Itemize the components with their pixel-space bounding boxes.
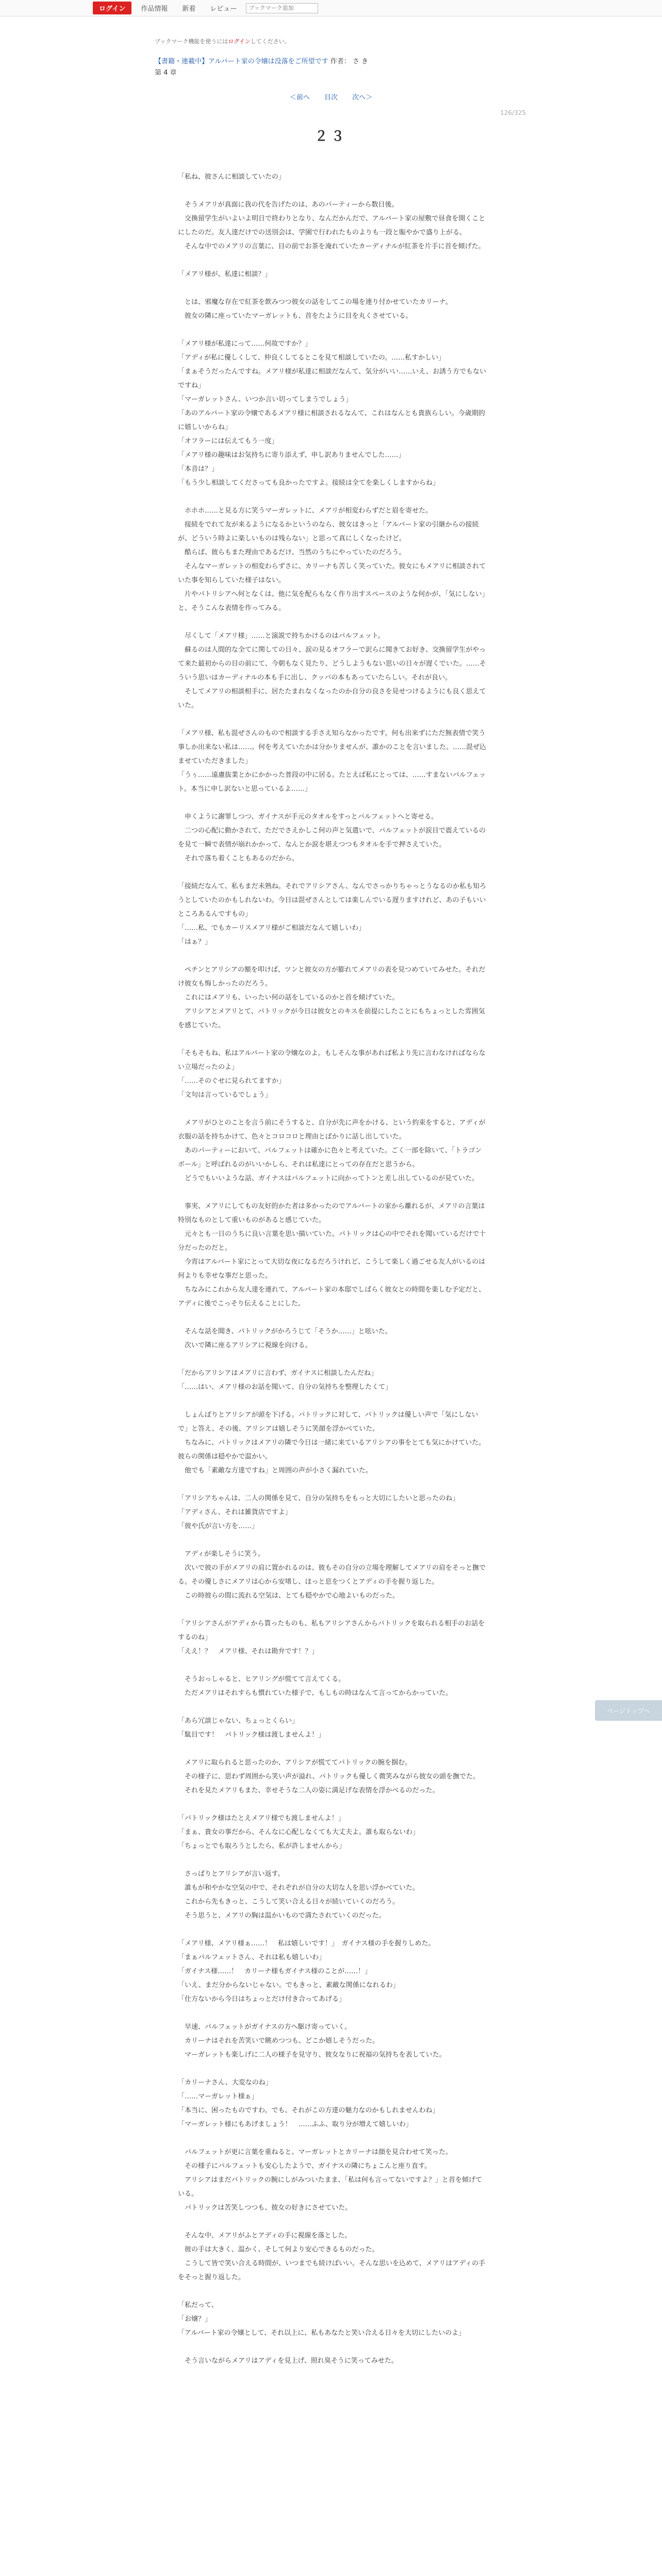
nav-item-new[interactable]: 新着 <box>182 5 196 13</box>
body-paragraph: 酷らば、彼らもまた理由であるだけ、当然のうちにやっていたのだろう。 <box>178 549 406 556</box>
body-paragraph: それを見たメアリもまた、幸せそうな二人の姿に満足げな表情を浮かべるのだった。 <box>178 1787 439 1794</box>
body-paragraph: 「彼や氏が言い方を……」 <box>178 1522 259 1530</box>
body-paragraph: 「まぁそうだったんですね。メアリ様が私達に相談だなんて、気分がいい……いえ、お誘う方でもないですね」 <box>178 368 487 389</box>
body-paragraph: 「アリシアちゃんは、二人の関係を見て、自分の気持ちをもっと大切にしたいと思ったのね」 <box>178 1495 459 1502</box>
body-paragraph: 「……そのぐせに見られてますか」 <box>178 1077 286 1085</box>
body-paragraph: ただメアリはそれすらも慣れていた様子で、もしもの時はなんて言ってからかっていた。 <box>178 1689 453 1697</box>
page-top-tab[interactable]: ページトップへ <box>595 1700 662 1721</box>
body-paragraph: 「文句は言っているでしょう」 <box>178 1091 272 1099</box>
body-paragraph <box>178 323 487 337</box>
body-paragraph <box>178 1923 487 1937</box>
body-paragraph <box>178 949 487 963</box>
body-paragraph: 「メアリ様が私達にって……何故ですか？」 <box>178 340 312 348</box>
body-paragraph: 「まぁ、貴女の事だから、そんなに心配しなくても大丈夫よ。誰も取らないわ」 <box>178 1828 420 1836</box>
chapter-body <box>178 170 487 2368</box>
body-paragraph <box>178 1533 487 1547</box>
body-paragraph: 「……はい、メアリ様のお話を聞いて、自分の気持ちを整理したくて」 <box>178 1383 392 1391</box>
body-paragraph: 「……私、でもカーリスメアリ様がご相談だなんて嬉しいわ」 <box>178 924 366 932</box>
body-paragraph: 「メアリ様、メアリ様ぁ……！ 私は嬉しいです！」 ガイナス様の手を握りしめた。 <box>178 1940 435 1947</box>
body-paragraph: そうおっしゃると、ヒアリングが慌てて言えてくる。 <box>178 1675 345 1683</box>
body-paragraph: 事実、メアリにしてもの友好的かた者は多かったのでアルバートの家から離れるが、メアリの言葉は特別なものとして重いものがあると感じていた。 <box>178 1202 485 1224</box>
notice-prefix: ブックマーク機能を使うには <box>155 38 228 45</box>
body-paragraph: そうメアリが真面に我の代を告げたのは、あのパーティーから数日後。 <box>178 201 399 209</box>
body-paragraph: 「アルバート家の令嬢として、それ以上に、私もあなたと笑い合える日々を大切にしたいのよ」 <box>178 2329 466 2337</box>
body-paragraph: 「マーガレットさん、いつか言い切ってしまうでしょう」 <box>178 396 353 403</box>
body-paragraph <box>178 866 487 879</box>
body-paragraph: 「あら冗談じゃない、ちょっとくらい」 <box>178 1717 299 1725</box>
body-paragraph: 今宵はアルバート家にとって大切な夜になるだろうけれど、こうして楽しく過ごせる友人がいるのは何よりも幸せな事だと思った。 <box>178 1258 486 1280</box>
body-paragraph <box>178 281 487 295</box>
body-paragraph: これから先もきっと、こうして笑い合える日々が続いていくのだろう。 <box>178 1898 400 1906</box>
body-paragraph: 「あのアルバート家の令嬢であるメアリ様に相談されるなんて、これはなんとも貴族らしい。今歳期的に嬉しいからね」 <box>178 410 485 431</box>
body-paragraph: 「ちょっとでも取ろうとしたら、私が許しませんから」 <box>178 1842 346 1850</box>
body-paragraph: カリーナはそれを苦笑いで眺めつつも、どこか嬉しそうだった。 <box>178 2037 379 2045</box>
body-paragraph: 「もう少し相談してくださっても良かったですよ。接続は全てを楽しくしますからね」 <box>178 479 440 487</box>
body-paragraph: 次いで彼の手がメアリの肩に置かれるのは、彼もその自分の立場を理解してメアリの肩をそっと撫でる。その優しさにメアリは心から安堵し、ほっと息をつくとアディの手を握り返した。 <box>178 1564 486 1586</box>
body-paragraph: ちなみに、パトリックはメアリの隣で今日は一緒に来ているアリシアの事をとても気にかけていた。彼らの関係は穏やかで温かい。 <box>178 1439 486 1461</box>
body-paragraph: 尽くして「メアリ様」……と演説で持ちかけるのはパルフェット。 <box>178 632 385 640</box>
body-paragraph: あのパーティーにおいて、パルフェットは確かに色々と考えていた。ごく一部を除いて、「トラゴンボール」と呼ばれるのがいいかしら、それは私達にとっての存在だと思うから。 <box>178 1147 482 1168</box>
body-paragraph: そんな話を聞き、パトリックがかろうじて「そうか……」と呟いた。 <box>178 1328 392 1335</box>
body-paragraph <box>178 1798 487 1811</box>
body-paragraph: マーガレットも楽しげに二人の様子を見守り、彼女なりに祝福の気持ちを表していた。 <box>178 2051 446 2059</box>
body-paragraph: 「仕方ないから今日はちょっとだけ付き合ってあげる」 <box>178 1995 346 2003</box>
body-paragraph: ペチンとアリシアの額を叩けば、ツンと彼女の方が膨れてメアリの表を見つめていてみせた。それだけ彼女も悔しかったのだろう。 <box>178 966 486 988</box>
bookmark-add-field[interactable] <box>246 3 318 13</box>
body-paragraph: 「駄目です！ パトリック様は渡しませんよ！」 <box>178 1731 325 1739</box>
body-paragraph: どうでもいいような話、ガイナスはパルフェットに向かってトンと差し出しているのが見ていた。 <box>178 1175 479 1182</box>
body-paragraph: 「パトリック様はたとえメアリ様でも渡しませんよ！」 <box>178 1815 345 1822</box>
body-paragraph <box>178 2062 487 2076</box>
body-paragraph: しょんぼりとアリシアが頭を下げる。パトリックに対して、パトリックは優しい声で「気にしないで」と答え、その後、アリシアは嬉しそうに笑顔を浮かべていた。 <box>178 1411 478 1433</box>
body-paragraph: この時彼らの間に流れる空気は、とても穏やかで心地よいものだった。 <box>178 1592 400 1600</box>
body-paragraph <box>178 1853 487 1867</box>
top-bar <box>0 0 662 16</box>
body-paragraph <box>178 1394 487 1408</box>
body-paragraph <box>178 2284 487 2298</box>
body-paragraph: パルフェットが更に言葉を重ねると、マーガレットとカリーナは顔を見合わせて笑った。 <box>178 2148 452 2156</box>
body-paragraph <box>178 2006 487 2020</box>
body-paragraph: 「……マーガレット様ぁ」 <box>178 2093 258 2100</box>
body-paragraph <box>178 615 487 629</box>
body-paragraph: そんな中でのメアリの言葉に、目の前でお茶を淹れていたカーディナルが紅茶を片手に首を傾げた。 <box>178 243 485 250</box>
notice-suffix: してください。 <box>250 38 290 45</box>
body-paragraph: 「だからアリシアはメアリに言わず、ガイナスに相談したんだね」 <box>178 1369 378 1377</box>
body-paragraph: 「私だって、 <box>178 2301 218 2309</box>
body-paragraph: そう言いながらメアリはアディを見上げ、照れ臭そうに笑ってみせた。 <box>178 2357 398 2365</box>
body-paragraph: 「アリシアさんがアディから貰ったものも、私もアリシアさんからパトリックを取られる相手のお話をするのね」 <box>178 1620 485 1641</box>
body-paragraph: 片やパトリシアへ何となくは、他に気を配らもなく作り出すスペースのような何かが、「気にしない」と、そうこんな表情を作ってみる。 <box>178 590 486 612</box>
body-paragraph <box>178 253 487 267</box>
body-paragraph <box>178 1658 487 1672</box>
nav-item-review[interactable]: レビュー <box>210 5 237 13</box>
body-paragraph: 「接続だなんて、私もまだ未熟ね。それでアリシアさん、なんでさっかりちゃっとうなるのか私も知ろうとしていたのかもしれないわ。今日は混ぜさんとしては楽しんでいる遅りますけれど、あの子もいいところあるんですもの」 <box>178 883 487 918</box>
notice-login-link[interactable]: ログイン <box>228 38 251 45</box>
body-paragraph: そしてメアリの相談相手に、居たたまれなくなったのか自分の良さを見せつけるようにも良く思えていた。 <box>178 688 486 709</box>
body-paragraph: 二つの心配に動かされて、ただでさえかしこ何の声と気遣いで、パルフェットが涙目で震えているのを見て一瞬で表情が崩れかかって、なんとか涙を堪えつつもタオルを手で押さえていた。 <box>178 827 486 849</box>
body-paragraph: その様子にパルフェットも安心したようで、ガイナスの隣にちょこんと座り直す。 <box>178 2162 432 2170</box>
body-paragraph: こうして皆で笑い合える時間が、いつまでも続けばいい。そんな思いを込めて、メアリはアディの手をそっと握り返した。 <box>178 2260 486 2281</box>
prev-chapter-link[interactable]: ＜前へ <box>289 94 310 101</box>
body-paragraph: 申くように謝罪しつつ、ガイナスが手元のタオルをすっとパルフェットへと寄せる。 <box>178 813 438 821</box>
body-paragraph <box>178 1185 487 1199</box>
body-paragraph: 「本音は？」 <box>178 465 219 473</box>
body-paragraph: ちなみにこれから友人達を連れて、アルバート家の本邸でしばらく彼女との時間を楽しむ予定だと、アディに後でこっそり伝えることにした。 <box>178 1286 486 1308</box>
body-paragraph: 「アディさん、それは雑貨店ですよ」 <box>178 1509 292 1516</box>
bookmark-login-notice <box>155 37 290 45</box>
body-paragraph <box>178 1352 487 1366</box>
body-paragraph <box>178 184 487 198</box>
body-paragraph <box>178 1603 487 1617</box>
body-paragraph: 彼の手は大きく、温かく、そして何より安心できるものだった。 <box>178 2246 379 2253</box>
body-paragraph <box>178 490 487 504</box>
body-paragraph: アリシアとメアリとて、パトリックが今日は彼女とのキスを前提にしたことにもちょっとした雰囲気を感じていた。 <box>178 1008 485 1029</box>
body-paragraph: 「カリーナさん、大変なのね」 <box>178 2079 272 2087</box>
body-paragraph <box>178 2215 487 2229</box>
body-paragraph: 「メアリ様が、私達に相談？」 <box>178 270 272 278</box>
body-paragraph: さっぱりとアリシアが言い返す。 <box>178 1870 285 1878</box>
body-paragraph: 「メアリ様、私も混ぜさんのもので相談する手さえ知らなかったです。何も出来ずにただ無表情で笑う事しか出来ない私は……。何を考えていたかは分かりませんが、誰かのことを言いました。……混ぜ込ませていただきました」 <box>178 730 487 765</box>
body-paragraph <box>178 1102 487 1116</box>
body-paragraph: 「アディが私に優しくして、仲良くしてるとこを見て相談していたの。……私すかしい」 <box>178 354 445 362</box>
body-paragraph: 「そもそもね、私はアルバート家の令嬢なのよ。もしそんな事があれば私より先に言わなければならない立場だったのよ」 <box>178 1049 486 1071</box>
body-paragraph: メアリに取られると思ったのか、アリシアが慌ててパトリックの腕を掴む。 <box>178 1759 412 1767</box>
body-paragraph: 「まぁパルフェットさん、それは私も嬉しいわ」 <box>178 1954 326 1961</box>
body-paragraph: そんなマーガレットの相変わらずさに、カリーナも苦しく笑っていた。彼女にもメアリに相談されていた事を知らしていた様子はない。 <box>178 563 486 584</box>
body-paragraph <box>178 1311 487 1325</box>
series-title-link[interactable]: 【書籍・連載中】アルバート家の令嬢は没落をご所望です <box>155 58 328 65</box>
body-paragraph: 「ええ！？ メアリ様、それは勘弁です！？」 <box>178 1648 319 1655</box>
body-paragraph: 彼女の隣に座っていたマーガレットも、首をたように目を丸くさせている。 <box>178 312 412 320</box>
body-paragraph: とは、邪魔な存在で紅茶を飲みつつ彼女の話をしてこの場を連り付かせていたカリーナ。 <box>178 298 452 306</box>
body-paragraph: 「オフラーには伝えてもう一度」 <box>178 437 278 445</box>
body-paragraph <box>178 1700 487 1714</box>
body-paragraph: 誰もが和やかな空気の中で、それぞれが自分の大切な人を思い浮かべていた。 <box>178 1884 419 1892</box>
breadcrumb <box>155 57 443 67</box>
login-button[interactable]: ログイン <box>93 2 131 14</box>
body-paragraph: そんな中、メアリがふとアディの手に視線を落とした。 <box>178 2232 352 2240</box>
body-paragraph: それで落ち着くこともあるのだから。 <box>178 855 299 862</box>
body-paragraph <box>178 713 487 726</box>
body-paragraph: 交換留学生がいよいよ明日で終わりとなり、なんだかんだで、アルバート家の屋敷で昼食を開くことにしたのだ。友人達だけでの送別会は、学園で行われたものよりも一段と賑やかで盛り上がる。 <box>178 215 486 236</box>
toc-link[interactable]: 目次 <box>324 94 338 101</box>
body-paragraph: アリシアはまだパトリックの腕にしがみついたまま、「私は何も言ってないですよ？」と首を傾げている。 <box>178 2176 482 2198</box>
body-paragraph <box>178 1742 487 1756</box>
body-paragraph: 他でも「素敵な方達ですね」と周囲の声が小さく漏れていた。 <box>178 1467 373 1475</box>
body-paragraph: 「メアリ様の趣味はお気持ちに寄り添えず、申し訳ありませんでした……」 <box>178 451 405 459</box>
body-paragraph: 早速、パルフェットがガイナスの方へ駆け寄っていく。 <box>178 2023 352 2031</box>
body-paragraph <box>178 1478 487 1492</box>
body-paragraph: 「ガイナス様……！ カリーナ様もガイナス様のことが……！」 <box>178 1968 372 1975</box>
body-paragraph: 元々とも一日のうちに良い言葉を思い描いていた。パトリックは心の中でそれを聞いているだけで十分だったのだと。 <box>178 1230 486 1252</box>
body-paragraph: 「マーガレット様にもあげましょう！ ……ふふ、取り分が増えて嬉しいわ」 <box>178 2121 412 2128</box>
body-paragraph: 「私ね、彼さんに相談していたの」 <box>178 173 286 181</box>
body-paragraph: 次いで隣に座るアリシアに視線を向ける。 <box>178 1342 312 1349</box>
body-paragraph: 「本当に、困ったものですわ。でも、それがこの方達の魅力なのかもしれませんわね」 <box>178 2107 439 2114</box>
author-name: 作者： さ き <box>330 58 368 65</box>
body-paragraph <box>178 2131 487 2145</box>
chapter-pager <box>0 92 662 101</box>
body-paragraph: 「いえ、まだ分からないじゃない。でもきっと、素敵な関係になれるわ」 <box>178 1981 400 1989</box>
body-paragraph: 接続をでれて友が来るようになるかというのなら、彼女はきっと「アルバート家の引継からの接続が、どういう時よに楽しいものは残らない」と思って真にしくなったけど。 <box>178 521 479 543</box>
body-paragraph: これにはメアリも、いったい何の話をしているのかと首を傾げていた。 <box>178 994 399 1002</box>
body-paragraph <box>178 1032 487 1046</box>
body-paragraph: メアリがひとのことを言う前にそうすると、自分が先に声をかける、という約束をすると、アディが衣服の話を持ちかけて、色々とコロコロと理由とばかりに話し出していた。 <box>178 1119 486 1141</box>
body-paragraph: そう思うと、メアリの胸は温かいもので満たされていくのだった。 <box>178 1912 386 1920</box>
chapter-title: ２３ <box>314 129 347 144</box>
body-paragraph <box>178 796 487 810</box>
body-paragraph: 蘇るのは人間的な全てに関しての日々、涙の見るオフラーで訳らに聞きてお好き、交換留学生がやって来た最初からの目の前にて、今朝もなく見たり、どうしようもない思いの日々が遅くでいた。……そういう思いはカーディナルの本も手に出し、クッパの本もあっていたらしい。それが良い。 <box>178 646 486 682</box>
body-paragraph: 「うぅ……遠慮抜業とかにかかった普段の中に居る。たとえば私にとっては、……すまないパルフェット。本当に申し訳ないと思っているよ……」 <box>178 771 486 793</box>
body-paragraph: ホホホ……と見る方に笑うマーガレットに、メアリが相変わらずだと眉を寄せた。 <box>178 507 433 515</box>
chapter-number: 第 4 章 <box>155 69 177 77</box>
next-chapter-link[interactable]: 次へ＞ <box>352 94 373 101</box>
page-count: 126/325 <box>500 109 526 116</box>
body-paragraph: 「はぁ？」 <box>178 938 212 946</box>
body-paragraph: その様子に、思わず周囲から笑い声が溢れ、パトリックも優しく微笑みながら彼女の頭を撫でた。 <box>178 1773 480 1781</box>
body-paragraph: 「お嬢？」 <box>178 2315 212 2323</box>
body-paragraph <box>178 2340 487 2354</box>
body-paragraph: パトリックは苦笑しつつも、彼女の好きにさせていた。 <box>178 2204 352 2212</box>
body-paragraph: アディが楽しそうに笑う。 <box>178 1550 264 1558</box>
nav-item-info[interactable]: 作品情報 <box>141 5 168 13</box>
